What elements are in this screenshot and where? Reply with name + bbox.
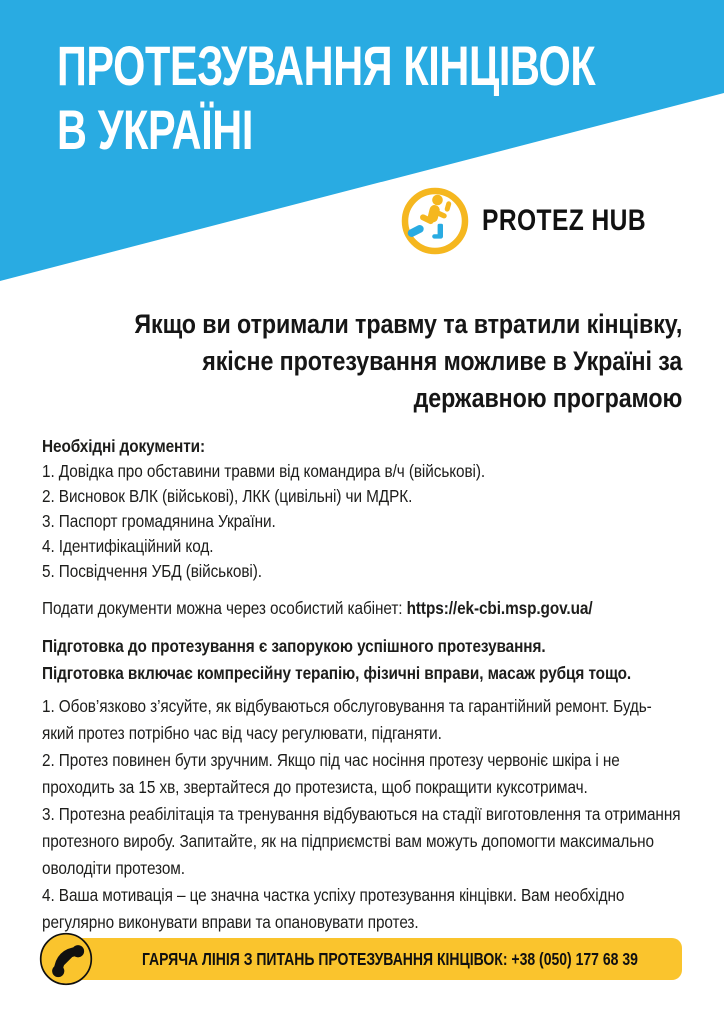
hotline-text	[107, 938, 672, 980]
phone-icon	[38, 931, 94, 987]
poster-title-line-2: В УКРАЇНІ	[57, 98, 253, 161]
hotline-text-inner	[142, 949, 638, 970]
preparation-line: Підготовка включає компресійну терапію, фізичні вправи, масаж рубця тощо.	[42, 663, 632, 683]
document-list-item: 2. Висновок ВЛК (військові), ЛКК (цивільні) чи МДРК.	[42, 486, 413, 506]
logo-wordmark: PROTEZ HUB	[482, 204, 646, 237]
lead-line: Якщо ви отримали травму та втратили кінцівку,	[134, 309, 683, 339]
advice-item: 2. Протез повинен бути зручним. Якщо під час носіння протезу червоніє шкіра і не проходить за 15 хв, звертайтеся до протезиста, щоб покращити куксотримач.	[42, 750, 620, 797]
document-list-item: 3. Паспорт громадянина України.	[42, 511, 276, 531]
preparation-note	[42, 633, 682, 687]
advice-item: 1. Обов’язково з’ясуйте, як відбуваються обслуговування та гарантійний ремонт. Будь-який протез потрібно час від часу регулювати, підганяти.	[42, 696, 652, 743]
advice-item: 3. Протезна реабілітація та тренування відбуваються на стадії виготовлення та отримання протезного виробу. Запитайте, як на підприємстві вам можуть допомогти максимально оволодіти протезом.	[42, 804, 681, 878]
hotline-bar	[57, 938, 682, 980]
lead-paragraph	[42, 306, 682, 417]
hotline-label: ГАРЯЧА ЛІНІЯ З ПИТАНЬ ПРОТЕЗУВАННЯ КІНЦІВОК:	[141, 948, 508, 969]
preparation-line: Підготовка до протезування є запорукою успішного протезування.	[42, 636, 546, 656]
content-column	[42, 306, 682, 936]
advice-list	[42, 693, 682, 936]
submit-label: Подати документи можна через особистий кабінет:	[42, 598, 403, 618]
hotline-phone-number: +38 (050) 177 68 39	[510, 948, 638, 969]
document-list-item: 1. Довідка про обставини травми від командира в/ч (військові).	[42, 461, 486, 481]
document-list-item: 4. Ідентифікаційний код.	[42, 536, 214, 556]
advice-item: 4. Ваша мотивація – це значна частка успіху протезування кінцівки. Вам необхідно регулярно виконувати вправи та опановувати протез.	[42, 885, 625, 932]
document-list-item: 5. Посвідчення УБД (військові).	[42, 561, 262, 581]
lead-line: якісне протезування можливе в Україні за	[202, 346, 683, 376]
poster-title	[57, 34, 595, 162]
runner-prosthetic-icon	[400, 186, 470, 256]
submit-documents-text	[42, 596, 682, 621]
lead-line: державною програмою	[413, 383, 683, 413]
protez-hub-logo	[400, 186, 682, 256]
poster-title-line-1: ПРОТЕЗУВАННЯ КІНЦІВОК	[57, 34, 596, 97]
documents-heading: Необхідні документи:	[42, 436, 206, 456]
cabinet-link[interactable]: https://ek-cbi.msp.gov.ua/	[406, 598, 593, 618]
